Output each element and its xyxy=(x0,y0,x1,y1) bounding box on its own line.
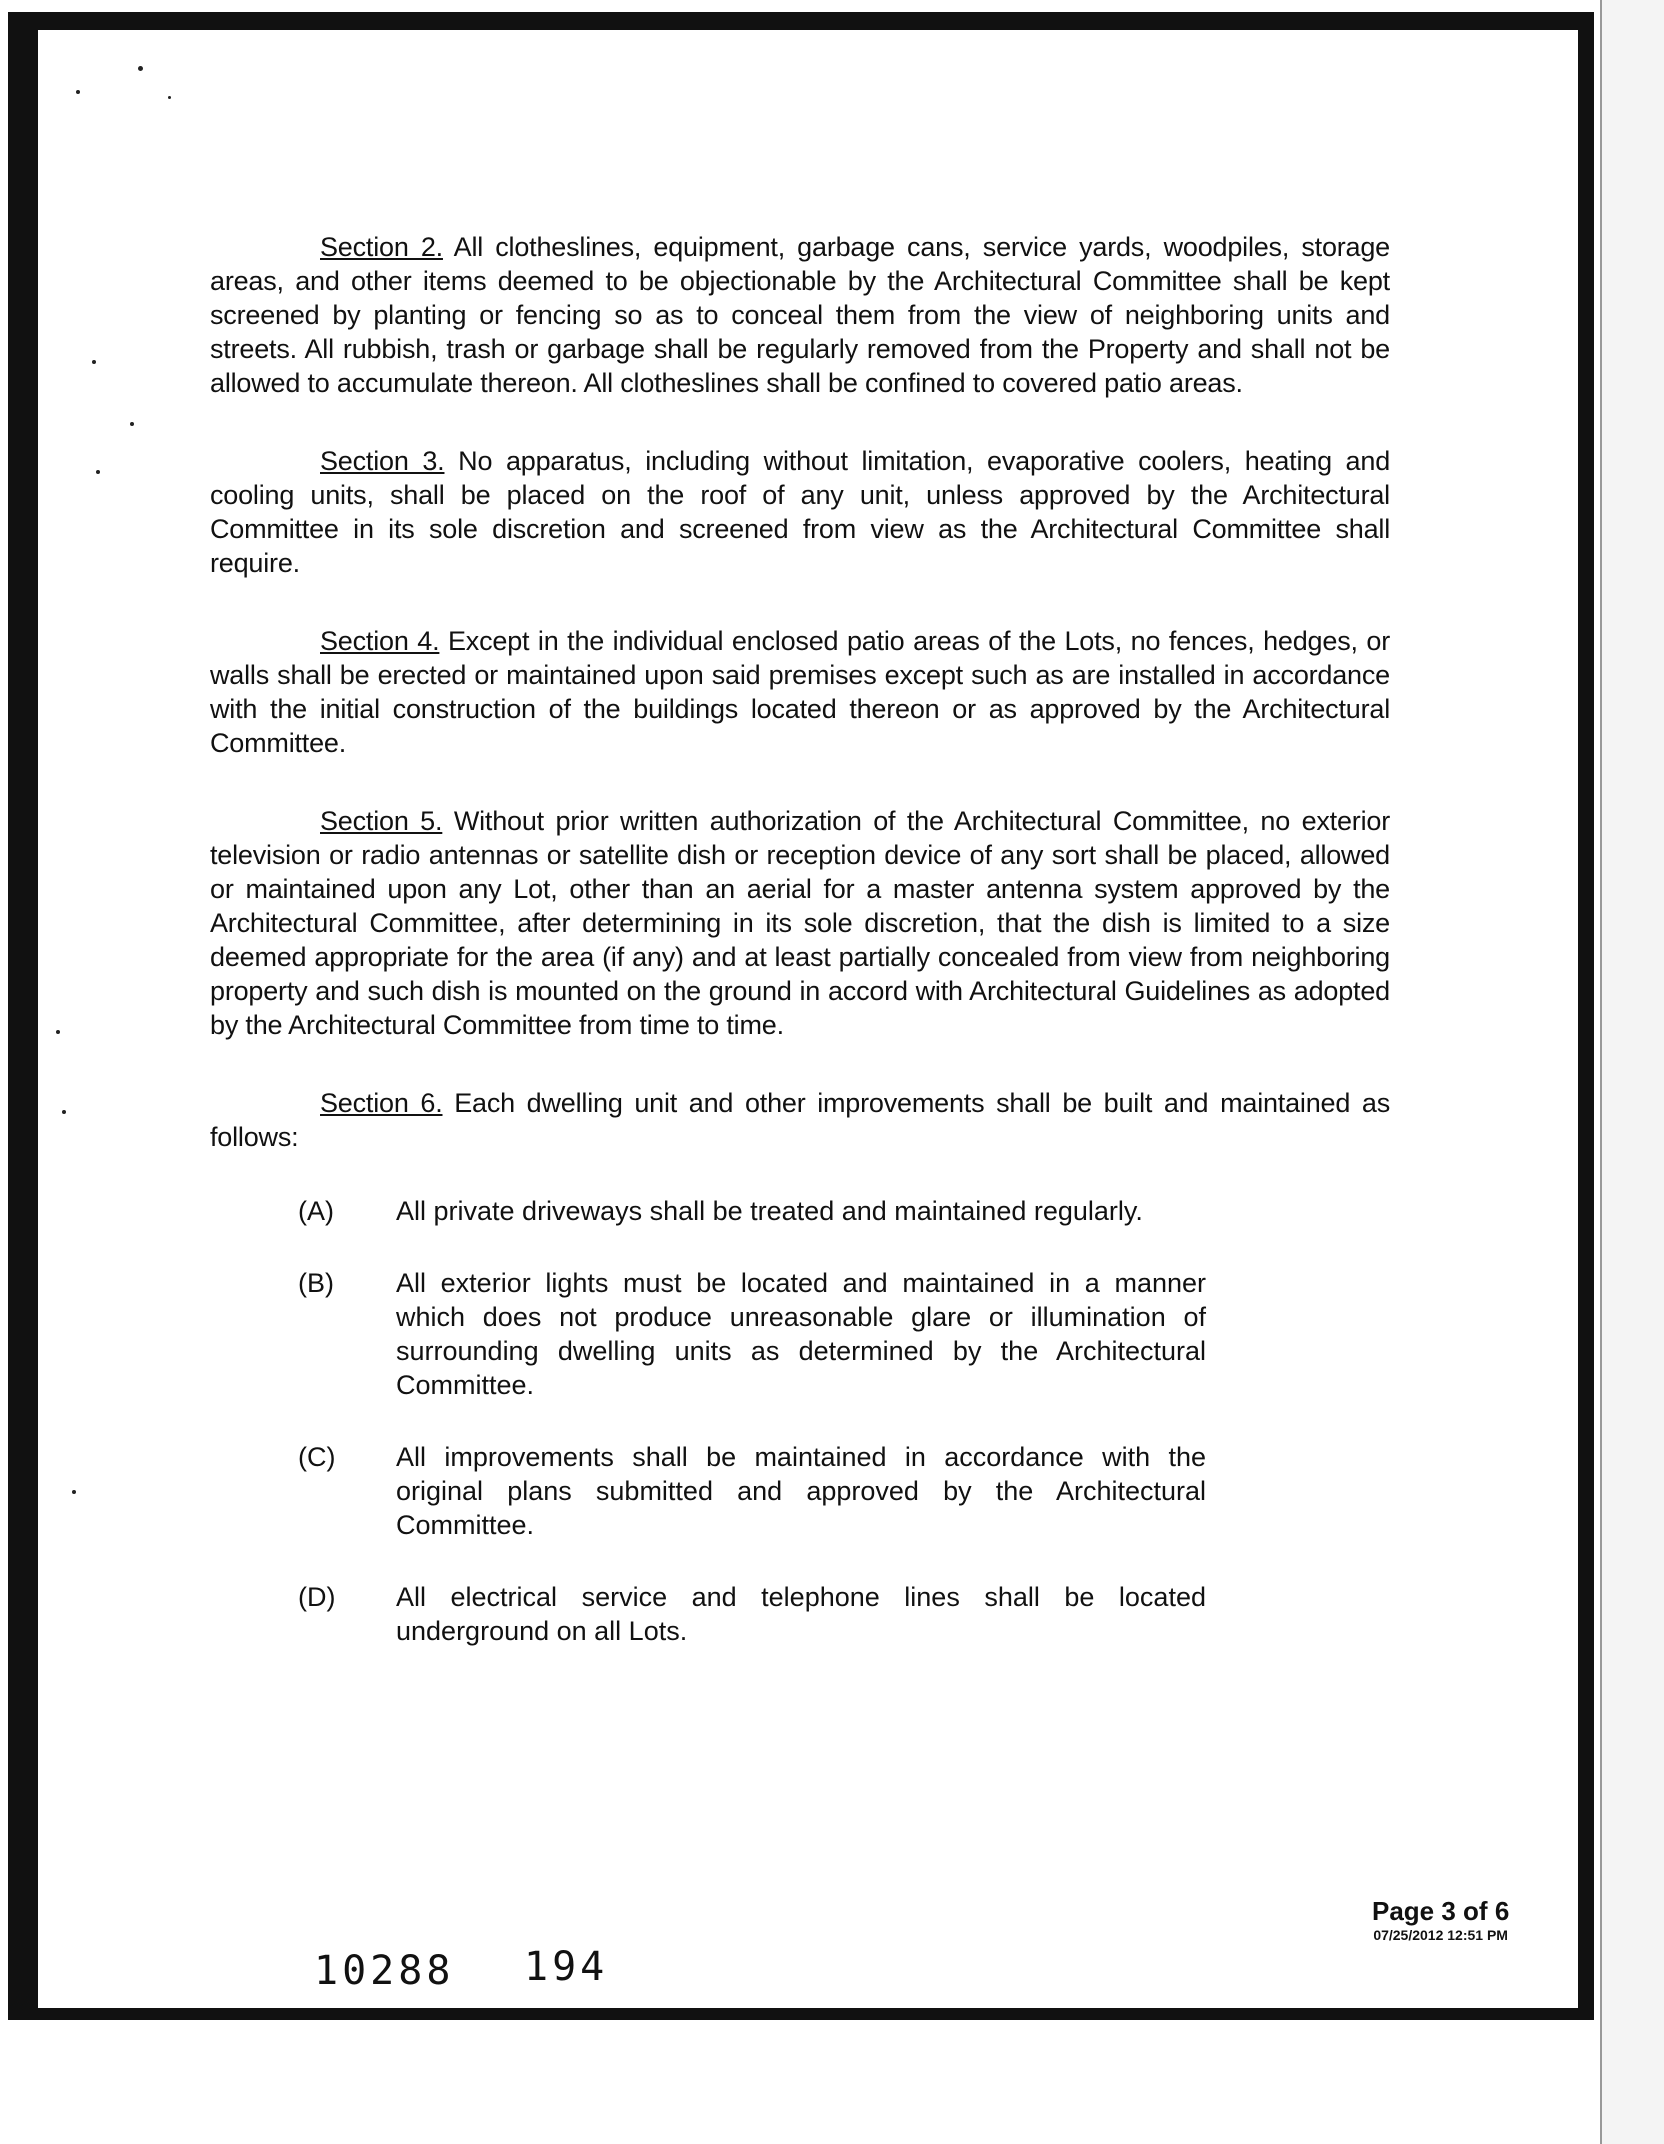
page-footer xyxy=(1372,1896,1509,1944)
scan-margin-strip xyxy=(1600,0,1664,2144)
scan-speck xyxy=(56,1030,60,1034)
list-item-text: All improvements shall be maintained in accordance with the original plans submitted and approved by the Architectural Committee. xyxy=(396,1442,1206,1540)
section-2-text: All clotheslines, equipment, garbage cans, service yards, woodpiles, storage areas, and other items deemed to be objectionable by the Architectural Committee shall be kept screened by planting or fencing so as to conceal them from the view of neighboring units and streets. All rubbish, trash or garbage shall be regularly removed from the Property and shall not be allowed to accumulate thereon. All clotheslines shall be confined to covered patio areas. xyxy=(210,232,1391,398)
section-6-paragraph xyxy=(210,1086,1390,1154)
recording-book-number: 10288 xyxy=(314,1948,455,1994)
list-item-text: All electrical service and telephone lines shall be located underground on all Lots. xyxy=(396,1582,1206,1646)
section-4-label: Section 4. xyxy=(320,626,440,656)
list-item-letter: (B) xyxy=(298,1268,334,1298)
list-item-letter: (C) xyxy=(298,1442,336,1472)
section-3-text: No apparatus, including without limitation, evaporative coolers, heating and cooling units, shall be placed on the roof of any unit, unless approved by the Architectural Committee in its sole discretion and screened from view as the Architectural Committee shall require. xyxy=(210,446,1391,578)
section-5-label: Section 5. xyxy=(320,806,443,836)
scan-speck xyxy=(138,66,143,71)
section-2-paragraph xyxy=(210,230,1390,400)
section-3-paragraph xyxy=(210,444,1390,580)
section-2-label: Section 2. xyxy=(320,232,443,262)
section-6-text: Each dwelling unit and other improvements shall be built and maintained as follows: xyxy=(210,1088,1390,1152)
list-item xyxy=(210,1580,1390,1648)
scan-speck xyxy=(72,1490,76,1494)
list-item xyxy=(210,1194,1390,1228)
scan-speck xyxy=(76,90,80,94)
section-6-list xyxy=(210,1194,1390,1648)
list-item-text: All exterior lights must be located and maintained in a manner which does not produce unreasonable glare or illumination of surrounding dwelling units as determined by the Architectural Committee. xyxy=(396,1268,1206,1400)
recording-page-number: 194 xyxy=(524,1944,609,1990)
section-5-text: Without prior written authorization of the Architectural Committee, no exterior television or radio antennas or satellite dish or reception device of any sort shall be placed, allowed or maintained upon any Lot, other than an aerial for a master antenna system approved by the Architectural Committee, after determining in its sole discretion, that the dish is limited to a size deemed appropriate for the area (if any) and at least partially concealed from view from neighboring property and such dish is mounted on the ground in accord with Architectural Guidelines as adopted by the Architectural Committee from time to time. xyxy=(210,806,1391,1040)
section-4-text: Except in the individual enclosed patio areas of the Lots, no fences, hedges, or walls shall be erected or maintained upon said premises except such as are installed in accordance with the initial construction of the buildings located thereon or as approved by the Architectural Committee. xyxy=(210,626,1391,758)
scan-speck xyxy=(92,360,96,364)
scan-speck xyxy=(168,96,171,99)
scan-speck xyxy=(96,470,100,474)
page-indicator: Page 3 of 6 xyxy=(1372,1896,1510,1926)
section-4-paragraph xyxy=(210,624,1390,760)
list-item xyxy=(210,1266,1390,1402)
list-item-letter: (D) xyxy=(298,1582,336,1612)
scan-speck xyxy=(62,1110,66,1114)
scan-speck xyxy=(130,422,134,426)
section-5-paragraph xyxy=(210,804,1390,1042)
list-item xyxy=(210,1440,1390,1542)
section-6-label: Section 6. xyxy=(320,1088,443,1118)
document-body xyxy=(210,230,1390,1686)
list-item-text: All private driveways shall be treated and maintained regularly. xyxy=(396,1196,1143,1226)
list-item-letter: (A) xyxy=(298,1196,334,1226)
print-timestamp: 07/25/2012 12:51 PM xyxy=(1373,1927,1508,1943)
section-3-label: Section 3. xyxy=(320,446,445,476)
